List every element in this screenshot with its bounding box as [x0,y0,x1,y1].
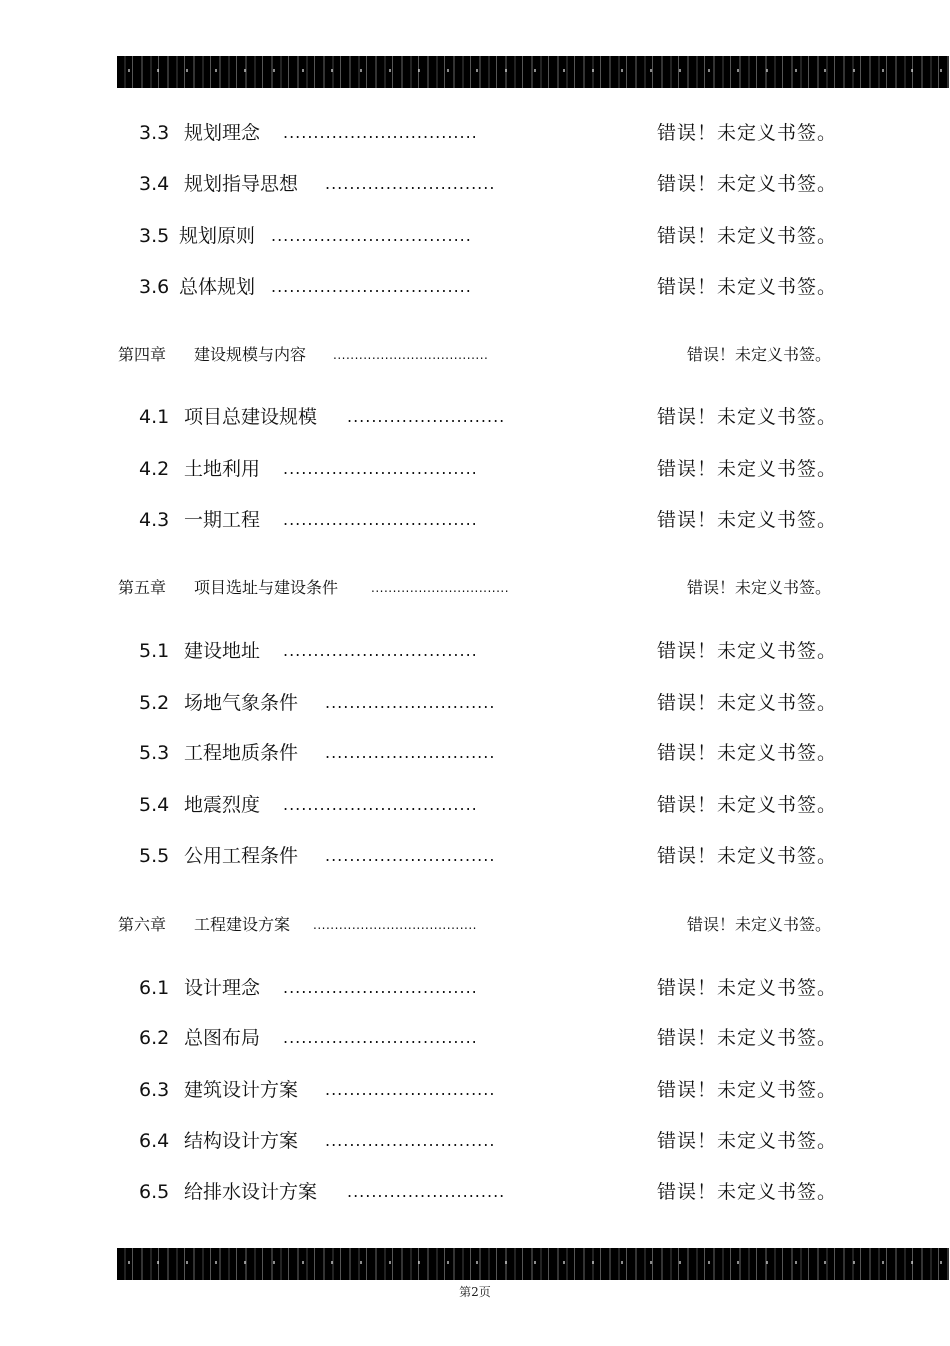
toc-number: 3.5 [139,225,170,247]
toc-entry-4-2[interactable] [0,454,950,484]
toc-title: 规划原则 [179,225,256,247]
toc-number: 5.2 [139,692,170,714]
toc-page-ref: 错误！未定义书签。 [657,509,838,531]
toc-entry-6-1[interactable] [0,973,950,1003]
toc-entry-5-2[interactable] [0,688,950,718]
toc-entry-6-4[interactable] [0,1126,950,1156]
toc-number: 6.2 [139,1027,170,1049]
toc-leader-dots: ................................ [283,459,478,478]
toc-leader-dots: ................................ [283,641,478,660]
toc-page-ref: 错误！未定义书签。 [657,173,838,195]
toc-chapter-title: 工程建设方案 [194,915,291,934]
header-redacted-scribble [117,56,949,88]
toc-page-ref: 错误！未定义书签。 [657,406,838,428]
toc-entry-5-5[interactable] [0,841,950,871]
toc-leader-dots: ................................ [371,581,510,595]
toc-chapter-title: 项目选址与建设条件 [194,578,339,597]
toc-page-ref: 错误！未定义书签。 [657,977,838,999]
toc-chapter-number: 第五章 [118,578,167,597]
toc-number: 5.1 [139,640,170,662]
toc-page-ref: 错误！未定义书签。 [657,458,838,480]
toc-number: 4.3 [139,509,170,531]
toc-leader-dots: ................................. [271,277,472,296]
toc-title: 建筑设计方案 [184,1079,299,1101]
toc-chapter-number: 第四章 [118,345,167,364]
toc-leader-dots: ............................ [325,1080,496,1099]
toc-leader-dots: ................................ [283,123,478,142]
toc-leader-dots: ............................ [325,1131,496,1150]
toc-page-ref: 错误！未定义书签。 [657,122,838,144]
toc-number: 5.3 [139,742,170,764]
toc-title: 场地气象条件 [184,692,299,714]
toc-entry-4-1[interactable] [0,402,950,432]
toc-title: 规划指导思想 [184,173,299,195]
toc-title: 地震烈度 [184,794,261,816]
toc-title: 规划理念 [184,122,261,144]
toc-page-ref: 错误！未定义书签。 [657,742,838,764]
toc-leader-dots: ............................ [325,743,496,762]
toc-page-ref: 错误！未定义书签。 [657,1079,838,1101]
toc-leader-dots: .................................... [333,348,489,362]
toc-page-ref: 错误！未定义书签。 [657,692,838,714]
toc-leader-dots: ................................ [283,978,478,997]
toc-entry-6-2[interactable] [0,1023,950,1053]
toc-title: 公用工程条件 [184,845,299,867]
toc-title: 结构设计方案 [184,1130,299,1152]
toc-leader-dots: .......................... [347,1182,506,1201]
toc-title: 土地利用 [184,458,261,480]
toc-title: 设计理念 [184,977,261,999]
toc-entry-3-3[interactable] [0,118,950,148]
toc-entry-3-4[interactable] [0,169,950,199]
toc-page-ref: 错误！未定义书签。 [687,345,832,364]
toc-entry-4-3[interactable] [0,505,950,535]
toc-chapter-6[interactable] [0,910,950,940]
toc-number: 4.2 [139,458,170,480]
toc-title: 一期工程 [184,509,261,531]
toc-number: 6.4 [139,1130,170,1152]
toc-number: 6.5 [139,1181,170,1203]
toc-number: 5.5 [139,845,170,867]
toc-page-ref: 错误！未定义书签。 [687,915,832,934]
toc-page-ref: 错误！未定义书签。 [657,845,838,867]
toc-number: 4.1 [139,406,170,428]
toc-page-ref: 错误！未定义书签。 [657,1027,838,1049]
toc-page-ref: 错误！未定义书签。 [687,578,832,597]
toc-leader-dots: ............................ [325,174,496,193]
toc-leader-dots: .......................... [347,407,506,426]
page-number: 第2页 [459,1285,491,1299]
toc-title: 总图布局 [184,1027,261,1049]
toc-leader-dots: ............................ [325,846,496,865]
toc-page-ref: 错误！未定义书签。 [657,225,838,247]
toc-number: 3.4 [139,173,170,195]
toc-title: 项目总建设规模 [184,406,318,428]
toc-number: 5.4 [139,794,170,816]
toc-title: 工程地质条件 [184,742,299,764]
toc-leader-dots: ................................. [271,226,472,245]
toc-leader-dots: ............................ [325,693,496,712]
toc-entry-6-5[interactable] [0,1177,950,1207]
toc-leader-dots: ................................ [283,510,478,529]
toc-page-ref: 错误！未定义书签。 [657,640,838,662]
toc-chapter-4[interactable] [0,340,950,370]
toc-number: 6.3 [139,1079,170,1101]
toc-entry-3-6[interactable] [0,272,950,302]
toc-leader-dots: ................................ [283,1028,478,1047]
toc-title: 总体规划 [179,276,256,298]
toc-page-ref: 错误！未定义书签。 [657,1181,838,1203]
toc-chapter-5[interactable] [0,573,950,603]
toc-page-ref: 错误！未定义书签。 [657,276,838,298]
toc-entry-5-4[interactable] [0,790,950,820]
toc-page-ref: 错误！未定义书签。 [657,794,838,816]
toc-entry-3-5[interactable] [0,221,950,251]
toc-title: 建设地址 [184,640,261,662]
toc-leader-dots: ...................................... [313,918,477,932]
toc-entry-5-1[interactable] [0,636,950,666]
footer-redacted-scribble [117,1248,949,1280]
toc-leader-dots: ................................ [283,795,478,814]
toc-entry-6-3[interactable] [0,1075,950,1105]
toc-chapter-title: 建设规模与内容 [194,345,307,364]
toc-title: 给排水设计方案 [184,1181,318,1203]
toc-chapter-number: 第六章 [118,915,167,934]
toc-page-ref: 错误！未定义书签。 [657,1130,838,1152]
toc-number: 3.6 [139,276,170,298]
toc-entry-5-3[interactable] [0,738,950,768]
toc-number: 3.3 [139,122,170,144]
toc-number: 6.1 [139,977,170,999]
